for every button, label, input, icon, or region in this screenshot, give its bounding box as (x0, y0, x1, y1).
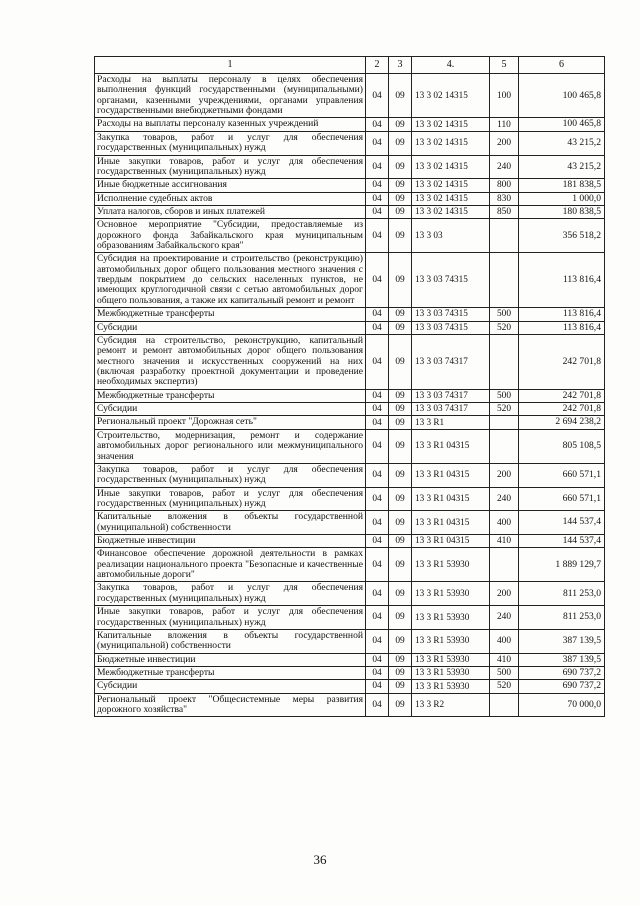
row-subsection: 09 (389, 155, 412, 179)
row-expense-type: 830 (490, 192, 519, 205)
row-expense-type: 400 (490, 511, 519, 535)
row-expense-type: 520 (490, 321, 519, 334)
row-subsection: 09 (389, 429, 412, 463)
row-target-code: 13 3 R1 04315 (412, 429, 490, 463)
row-expense-type: 240 (490, 155, 519, 179)
row-section: 04 (366, 511, 389, 535)
row-subsection: 09 (389, 693, 412, 717)
row-amount: 811 253,0 (519, 582, 605, 606)
row-subsection: 09 (389, 118, 412, 131)
row-section: 04 (366, 253, 389, 308)
row-amount: 690 737,2 (519, 680, 605, 693)
row-section: 04 (366, 416, 389, 429)
row-subsection: 09 (389, 582, 412, 606)
row-amount: 660 571,1 (519, 487, 605, 511)
row-amount: 811 253,0 (519, 606, 605, 630)
row-section: 04 (366, 535, 389, 548)
row-section: 04 (366, 131, 389, 155)
row-subsection: 09 (389, 253, 412, 308)
row-section: 04 (366, 606, 389, 630)
row-section: 04 (366, 219, 389, 253)
row-expense-type: 500 (490, 389, 519, 402)
row-amount: 181 838,5 (519, 179, 605, 192)
row-expense-type (490, 253, 519, 308)
row-target-code: 13 3 02 14315 (412, 118, 490, 131)
row-target-code: 13 3 03 74317 (412, 334, 490, 389)
row-expense-type: 800 (490, 179, 519, 192)
row-section: 04 (366, 308, 389, 321)
row-target-code: 13 3 R1 53930 (412, 582, 490, 606)
row-name: Строительство, модернизация, ремонт и содержание автомобильных дорог регионального или межмуниципального значения (95, 429, 366, 463)
table-row (95, 321, 605, 334)
header-col-2: 2 (366, 57, 389, 74)
row-expense-type: 400 (490, 629, 519, 653)
row-subsection: 09 (389, 666, 412, 679)
table-row (95, 155, 605, 179)
row-expense-type: 240 (490, 487, 519, 511)
row-name: Иные закупки товаров, работ и услуг для обеспечения государственных (муниципальных) нужд (95, 487, 366, 511)
row-amount: 387 139,5 (519, 653, 605, 666)
row-expense-type (490, 334, 519, 389)
page-number: 36 (313, 852, 327, 867)
table-row (95, 403, 605, 416)
row-amount: 180 838,5 (519, 205, 605, 218)
row-amount: 144 537,4 (519, 535, 605, 548)
row-target-code: 13 3 R1 04315 (412, 487, 490, 511)
row-subsection: 09 (389, 74, 412, 118)
row-section: 04 (366, 334, 389, 389)
row-target-code: 13 3 02 14315 (412, 192, 490, 205)
row-target-code: 13 3 03 74315 (412, 253, 490, 308)
row-subsection: 09 (389, 416, 412, 429)
row-section: 04 (366, 179, 389, 192)
row-section: 04 (366, 666, 389, 679)
header-col-3: 3 (389, 57, 412, 74)
table-row (95, 118, 605, 131)
row-amount: 387 139,5 (519, 629, 605, 653)
row-section: 04 (366, 389, 389, 402)
row-name: Капитальные вложения в объекты государственной (муниципальной) собственности (95, 629, 366, 653)
row-subsection: 09 (389, 389, 412, 402)
table-row (95, 253, 605, 308)
table-row (95, 666, 605, 679)
table-header-row (95, 57, 605, 74)
row-expense-type: 410 (490, 535, 519, 548)
row-amount: 100 465,8 (519, 74, 605, 118)
row-name: Расходы на выплаты персоналу казенных учреждений (95, 118, 366, 131)
row-amount: 43 215,2 (519, 155, 605, 179)
row-section: 04 (366, 192, 389, 205)
row-expense-type: 410 (490, 653, 519, 666)
row-name: Межбюджетные трансферты (95, 389, 366, 402)
header-col-5: 5 (490, 57, 519, 74)
row-expense-type (490, 429, 519, 463)
row-target-code: 13 3 03 (412, 219, 490, 253)
row-target-code: 13 3 R1 53930 (412, 548, 490, 582)
table-row (95, 629, 605, 653)
row-amount: 242 701,8 (519, 403, 605, 416)
row-name: Расходы на выплаты персоналу в целях обеспечения выполнения функций государственными (муниципальными) органами, казенными учреждениями, органами управления государственными внебюджетными фондами (95, 74, 366, 118)
row-subsection: 09 (389, 334, 412, 389)
row-expense-type: 850 (490, 205, 519, 218)
row-section: 04 (366, 155, 389, 179)
row-section: 04 (366, 693, 389, 717)
row-name: Иные закупки товаров, работ и услуг для обеспечения государственных (муниципальных) нужд (95, 155, 366, 179)
row-subsection: 09 (389, 511, 412, 535)
table-row (95, 535, 605, 548)
row-target-code: 13 3 R1 53930 (412, 653, 490, 666)
row-expense-type: 240 (490, 606, 519, 630)
row-section: 04 (366, 429, 389, 463)
table-row (95, 416, 605, 429)
row-amount: 805 108,5 (519, 429, 605, 463)
row-amount: 2 694 238,2 (519, 416, 605, 429)
table-row (95, 429, 605, 463)
row-amount: 1 000,0 (519, 192, 605, 205)
row-target-code: 13 3 02 14315 (412, 74, 490, 118)
table-row (95, 389, 605, 402)
row-target-code: 13 3 R1 53930 (412, 680, 490, 693)
row-amount: 113 816,4 (519, 308, 605, 321)
row-expense-type: 520 (490, 403, 519, 416)
row-target-code: 13 3 R1 04315 (412, 511, 490, 535)
table-row (95, 463, 605, 487)
row-expense-type: 520 (490, 680, 519, 693)
row-expense-type: 100 (490, 74, 519, 118)
table-row (95, 308, 605, 321)
row-name: Основное мероприятие "Субсидии, предоставляемые из дорожного фонда Забайкальского края муниципальным образованиям Забайкальского края" (95, 219, 366, 253)
row-section: 04 (366, 403, 389, 416)
row-section: 04 (366, 629, 389, 653)
row-target-code: 13 3 R1 53930 (412, 629, 490, 653)
row-amount: 690 737,2 (519, 666, 605, 679)
row-name: Региональный проект "Общесистемные меры развития дорожного хозяйства" (95, 693, 366, 717)
row-section: 04 (366, 321, 389, 334)
row-amount: 113 816,4 (519, 253, 605, 308)
row-amount: 70 000,0 (519, 693, 605, 717)
row-name: Закупка товаров, работ и услуг для обеспечения государственных (муниципальных) нужд (95, 582, 366, 606)
table-row (95, 693, 605, 717)
row-target-code: 13 3 R2 (412, 693, 490, 717)
table-row (95, 219, 605, 253)
table-row (95, 548, 605, 582)
row-subsection: 09 (389, 535, 412, 548)
table-row (95, 606, 605, 630)
row-target-code: 13 3 R1 53930 (412, 666, 490, 679)
row-name: Межбюджетные трансферты (95, 308, 366, 321)
row-name: Субсидии (95, 403, 366, 416)
row-name: Субсидии (95, 680, 366, 693)
row-name: Региональный проект "Дорожная сеть" (95, 416, 366, 429)
row-name: Субсидия на строительство, реконструкцию, капитальный ремонт и ремонт автомобильных дорог общего пользования местного значения и искусственных сооружений на них (включая разработку проектной документации и проведение необходимых экспертиз) (95, 334, 366, 389)
row-amount: 356 518,2 (519, 219, 605, 253)
row-expense-type (490, 416, 519, 429)
row-subsection: 09 (389, 321, 412, 334)
budget-table (94, 56, 605, 717)
row-target-code: 13 3 R1 04315 (412, 463, 490, 487)
row-expense-type: 500 (490, 666, 519, 679)
row-subsection: 09 (389, 629, 412, 653)
row-amount: 242 701,8 (519, 334, 605, 389)
row-subsection: 09 (389, 192, 412, 205)
row-section: 04 (366, 463, 389, 487)
row-section: 04 (366, 118, 389, 131)
row-target-code: 13 3 02 14315 (412, 131, 490, 155)
row-expense-type: 200 (490, 463, 519, 487)
row-subsection: 09 (389, 606, 412, 630)
row-subsection: 09 (389, 463, 412, 487)
row-section: 04 (366, 74, 389, 118)
row-expense-type (490, 693, 519, 717)
row-subsection: 09 (389, 205, 412, 218)
row-subsection: 09 (389, 219, 412, 253)
header-col-1: 1 (95, 57, 366, 74)
row-expense-type: 200 (490, 131, 519, 155)
row-subsection: 09 (389, 179, 412, 192)
row-expense-type: 110 (490, 118, 519, 131)
row-amount: 242 701,8 (519, 389, 605, 402)
row-section: 04 (366, 680, 389, 693)
row-section: 04 (366, 582, 389, 606)
row-name: Закупка товаров, работ и услуг для обеспечения государственных (муниципальных) нужд (95, 131, 366, 155)
row-target-code: 13 3 03 74315 (412, 321, 490, 334)
row-name: Бюджетные инвестиции (95, 653, 366, 666)
row-name: Финансовое обеспечение дорожной деятельности в рамках реализации национального проекта "Безопасные и качественные автомобильные дороги" (95, 548, 366, 582)
row-target-code: 13 3 03 74315 (412, 308, 490, 321)
row-expense-type (490, 548, 519, 582)
row-name: Межбюджетные трансферты (95, 666, 366, 679)
row-subsection: 09 (389, 548, 412, 582)
table-row (95, 487, 605, 511)
row-amount: 660 571,1 (519, 463, 605, 487)
row-subsection: 09 (389, 680, 412, 693)
row-amount: 43 215,2 (519, 131, 605, 155)
row-amount: 113 816,4 (519, 321, 605, 334)
row-subsection: 09 (389, 131, 412, 155)
table-row (95, 680, 605, 693)
row-target-code: 13 3 R1 (412, 416, 490, 429)
row-expense-type: 200 (490, 582, 519, 606)
table-row (95, 131, 605, 155)
row-name: Субсидия на проектирование и строительство (реконструкцию) автомобильных дорог общего пользования местного значения с твердым покрытием до сельских населенных пунктов, не имеющих круглогодичной связи с сетью автомобильных дорог общего пользования, а также их капитальный ремонт и ремонт (95, 253, 366, 308)
row-amount: 100 465,8 (519, 118, 605, 131)
row-expense-type (490, 219, 519, 253)
header-col-6: 6 (519, 57, 605, 74)
row-expense-type: 500 (490, 308, 519, 321)
row-subsection: 09 (389, 403, 412, 416)
row-name: Закупка товаров, работ и услуг для обеспечения государственных (муниципальных) нужд (95, 463, 366, 487)
table-row (95, 653, 605, 666)
row-target-code: 13 3 02 14315 (412, 205, 490, 218)
row-name: Иные бюджетные ассигнования (95, 179, 366, 192)
row-target-code: 13 3 03 74317 (412, 389, 490, 402)
row-amount: 1 889 129,7 (519, 548, 605, 582)
row-amount: 144 537,4 (519, 511, 605, 535)
table-row (95, 205, 605, 218)
row-section: 04 (366, 205, 389, 218)
table-row (95, 179, 605, 192)
row-name: Иные закупки товаров, работ и услуг для обеспечения государственных (муниципальных) нужд (95, 606, 366, 630)
row-name: Уплата налогов, сборов и иных платежей (95, 205, 366, 218)
row-subsection: 09 (389, 653, 412, 666)
row-target-code: 13 3 02 14315 (412, 179, 490, 192)
row-target-code: 13 3 02 14315 (412, 155, 490, 179)
row-section: 04 (366, 653, 389, 666)
row-section: 04 (366, 487, 389, 511)
row-subsection: 09 (389, 487, 412, 511)
table-row (95, 582, 605, 606)
row-name: Субсидии (95, 321, 366, 334)
table-row (95, 74, 605, 118)
header-col-4: 4. (412, 57, 490, 74)
table-row (95, 192, 605, 205)
row-section: 04 (366, 548, 389, 582)
row-name: Бюджетные инвестиции (95, 535, 366, 548)
row-name: Капитальные вложения в объекты государственной (муниципальной) собственности (95, 511, 366, 535)
table-row (95, 334, 605, 389)
row-target-code: 13 3 R1 04315 (412, 535, 490, 548)
table-row (95, 511, 605, 535)
row-target-code: 13 3 03 74317 (412, 403, 490, 416)
row-subsection: 09 (389, 308, 412, 321)
row-target-code: 13 3 R1 53930 (412, 606, 490, 630)
row-name: Исполнение судебных актов (95, 192, 366, 205)
